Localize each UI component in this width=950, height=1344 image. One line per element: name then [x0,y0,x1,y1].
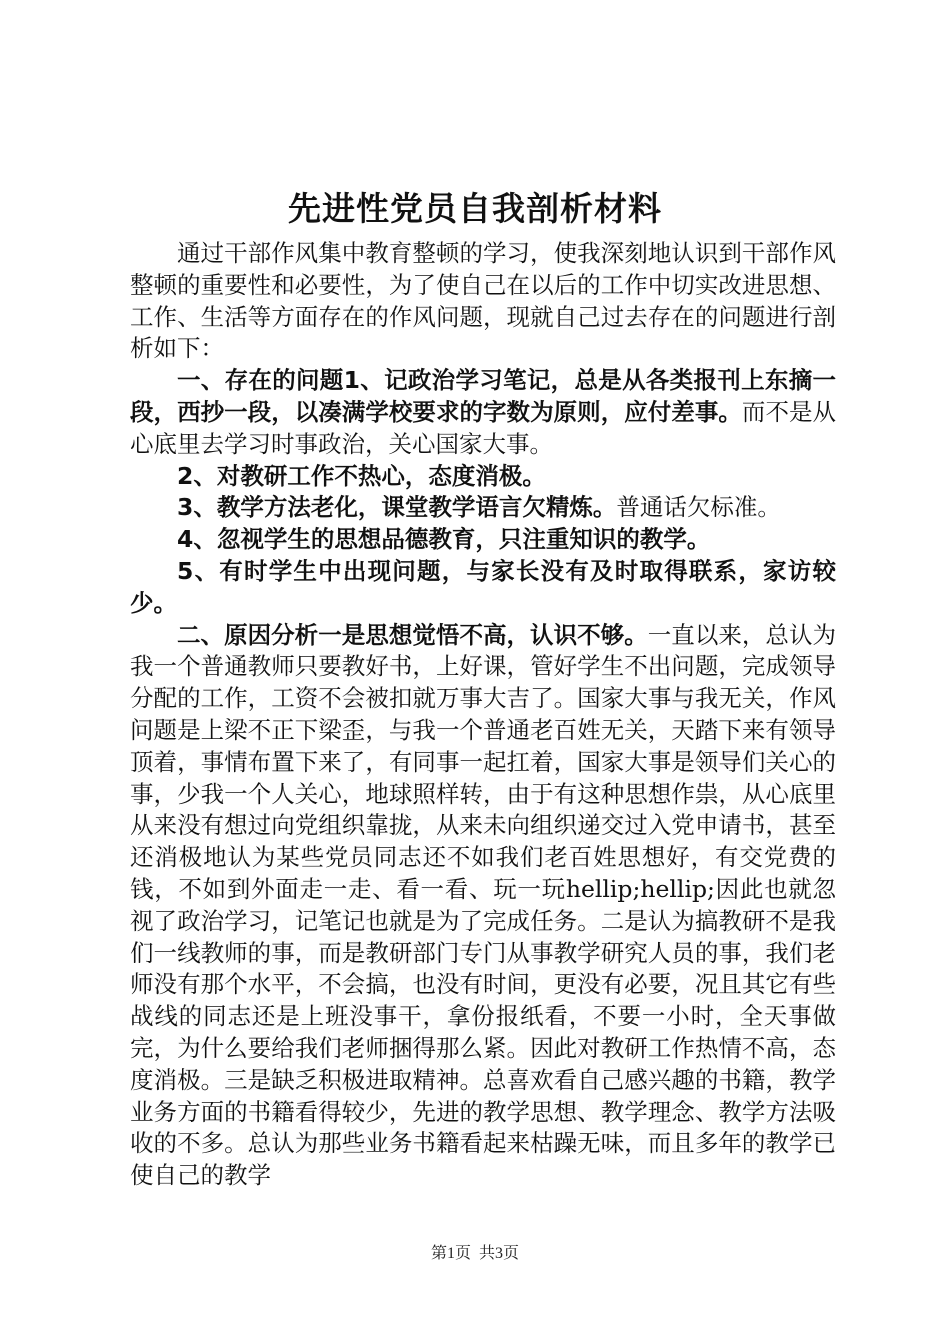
paragraph-problems [130,365,836,460]
page-number: 第1页 [430,1245,471,1262]
paragraph-text: 一直以来，总认为我一个普通教师只要教好书，上好课，管好学生不出问题，完成领导分配的工作，工资不会被扣就万事大吉了。国家大事与我无关，作风问题是上梁不正下梁歪，与我一个普通老百姓无关，天踏下来有领导顶着，事情布置下来了，有同事一起扛着，国家大事是领导们关心的事，少我一个人关心，地球照样转，由于有这种思想作祟，从心底里从来没有想过向党组织靠拢，从来未向组织递交过入党申请书，甚至还消极地认为某些党员同志还不如我们老百姓思想好，有交党费的钱，不如到外面走一走、看一看、玩一玩hellip;hellip;因此也就忽视了政治学习，记笔记也就是为了完成任务。二是认为搞教研不是我们一线教师的事，而是教研部门专门从事教学研究人员的事，我们老师没有那个水平，不会搞，也没有时间，更没有必要，况且其它有些战线的同志还是上班没事干，拿份报纸看，不要一小时，全天事做完，为什么要给我们老师捆得那么紧。因此对教研工作热情不高，态度消极。三是缺乏积极进取精神。总喜欢看自己感兴趣的书籍，教学业务方面的书籍看得较少，先进的教学思想、教学理念、教学方法吸收的不多。总认为那些业务书籍看起来枯躁无味，而且多年的教学已使自己的教学 [130,620,837,1190]
paragraph-heading-text: 二、原因分析一是思想觉悟不高，认识不够。 [177,620,648,649]
paragraph-text: 通过干部作风集中教育整顿的学习，使我深刻地认识到干部作风整顿的重要性和必要性，为了使自己在以后的工作中切实改进思想、工作、生活等方面存在的作风问题，现就自己过去存在的问题进行剖析如下： [130,239,836,363]
paragraph-problem-5 [130,556,836,620]
paragraph-intro [130,238,836,365]
document-body [130,238,836,1192]
page-total: 共3页 [479,1245,520,1262]
document-title: 先进性党员自我剖析材料 [288,189,662,228]
page-footer [0,1242,950,1266]
paragraph-text: 而不是从心底里去学习时事政治，关心国家大事。 [130,397,837,458]
paragraph-heading-text: 5、有时学生中出现问题，与家长没有及时取得联系，家访较少。 [130,556,836,617]
paragraph-cause-analysis [130,620,836,1192]
paragraph-problem-4 [130,524,836,556]
paragraph-heading-text: 2、对教研工作不热心，态度消极。 [177,461,546,490]
paragraph-text: 普通话欠标准。 [616,493,781,522]
paragraph-heading-text: 一、存在的问题1、记政治学习笔记，总是从各类报刊上东摘一段，西抄一段，以凑满学校要求的字数为原则，应付差事。 [130,366,836,426]
paragraph-problem-2 [130,461,836,493]
paragraph-heading-text: 4、忽视学生的思想品德教育，只注重知识的教学。 [177,525,711,554]
paragraph-problem-3 [130,492,836,524]
paragraph-heading-text: 3、教学方法老化，课堂教学语言欠精炼。 [177,493,617,522]
